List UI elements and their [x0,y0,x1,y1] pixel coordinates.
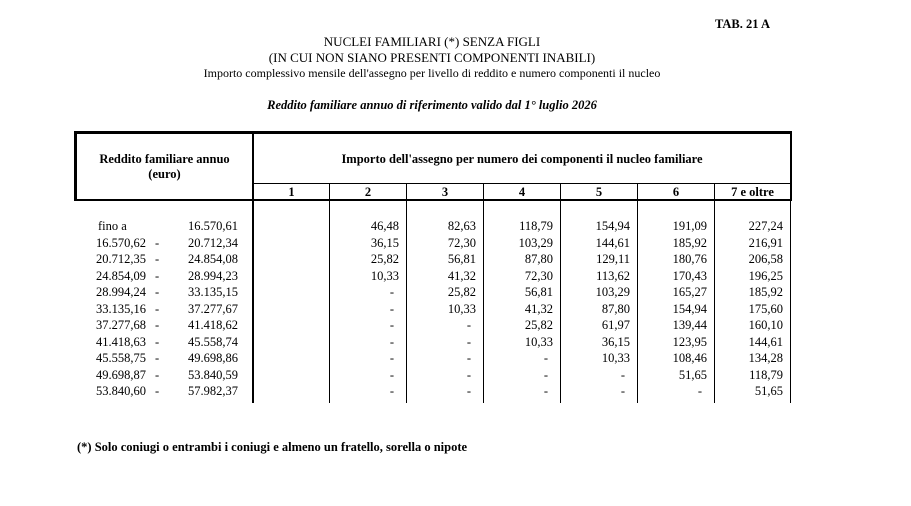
amount-cell-2: - [389,334,394,349]
column-header-7: 7 e oltre [731,185,774,199]
amount-cell-3: 56,81 [447,252,476,266]
income-to: 24.854,08 [188,252,238,266]
income-to: 37.277,67 [188,301,238,316]
amount-cell-3: 25,82 [447,285,476,299]
income-from: 49.698,87 [96,367,146,382]
table-row [0,351,911,367]
amount-cell-5: - [620,384,625,398]
income-range-separator: - [155,367,160,382]
amount-cell-6: 191,09 [672,219,707,233]
column-header-5: 5 [595,185,603,199]
amount-cell-3: - [466,351,471,365]
amount-cell-2: 36,15 [370,235,399,250]
amount-cell-7: 185,92 [748,285,783,299]
amount-cell-2: - [389,367,394,382]
income-from: fino a [98,219,127,233]
amount-cell-3: - [466,367,471,382]
page-title: NUCLEI FAMILIARI (*) SENZA FIGLI [323,34,541,49]
income-range-separator: - [155,318,160,332]
income-from: 16.570,62 [96,235,146,250]
amount-cell-5: 87,80 [601,301,630,316]
amount-cell-7: 216,91 [748,235,783,250]
table-row [0,269,911,285]
amount-cell-6: 170,43 [672,268,707,283]
amount-cell-7: 134,28 [748,351,783,365]
page-subtitle: (IN CUI NON SIANO PRESENTI COMPONENTI INABILI) [268,50,596,65]
amount-cell-7: 144,61 [748,334,783,349]
income-range-separator: - [155,268,160,283]
amount-cell-4: - [543,384,548,398]
amount-cell-2: - [389,351,394,365]
amount-cell-3: 82,63 [447,219,476,233]
amount-cell-6: 108,46 [672,351,707,365]
table-row [0,285,911,301]
amount-cell-6: 165,27 [672,285,707,299]
income-to: 16.570,61 [188,219,238,233]
amount-cell-2: - [389,384,394,398]
amount-cell-2: - [389,318,394,332]
income-header-label: Reddito familiare annuo [99,152,230,166]
amount-cell-2: 25,82 [370,252,399,266]
amount-cell-5: 61,97 [601,318,630,332]
amount-cell-6: 139,44 [672,318,707,332]
table-row [0,368,911,384]
income-range-separator: - [155,301,160,316]
amount-cell-7: 160,10 [748,318,783,332]
column-header-2: 2 [364,185,372,199]
table-row [0,252,911,268]
income-range-separator: - [155,235,160,250]
table-description: Importo complessivo mensile dell'assegno per livello di reddito e numero componenti il nucleo [203,66,661,80]
amount-cell-7: 196,25 [748,268,783,283]
income-range-separator: - [155,334,160,349]
amount-cell-7: 206,58 [748,252,783,266]
table-row [0,219,911,235]
income-range-separator: - [155,252,160,266]
amount-cell-5: 144,61 [595,235,630,250]
amount-cell-5: 113,62 [596,268,630,283]
amount-cell-4: - [543,351,548,365]
footnote: (*) Solo coniugi o entrambi i coniugi e almeno un fratello, sorella o nipote [77,440,468,454]
column-header-6: 6 [672,185,680,199]
income-column-header [77,152,252,182]
amount-cell-3: 41,32 [447,268,476,283]
table-row [0,335,911,351]
amount-cell-4: 25,82 [524,318,553,332]
amount-cell-7: 227,24 [748,219,783,233]
amount-cell-5: 36,15 [601,334,630,349]
amount-cell-2: 10,33 [370,268,399,283]
table-row [0,318,911,334]
amount-cell-6: - [697,384,702,398]
amount-cell-4: 41,32 [524,301,553,316]
amount-cell-3: - [466,334,471,349]
amount-cell-6: 180,76 [672,252,707,266]
amount-cell-3: 72,30 [447,235,476,250]
amount-cell-4: - [543,367,548,382]
column-header-3: 3 [441,185,449,199]
income-to: 41.418,62 [188,318,238,332]
table-row [0,384,911,400]
amount-cell-4: 103,29 [518,235,553,250]
income-to: 45.558,74 [188,334,238,349]
amount-cell-5: - [620,367,625,382]
amount-cell-4: 56,81 [524,285,553,299]
amount-cell-6: 123,95 [672,334,707,349]
amount-cell-2: - [389,285,394,299]
amount-cell-5: 154,94 [595,219,630,233]
amount-cell-7: 118,79 [749,367,783,382]
amount-cell-2: - [389,301,394,316]
amount-cell-5: 129,11 [596,252,630,266]
income-header-unit: (euro) [148,167,181,181]
income-from: 45.558,75 [96,351,146,365]
amount-cell-4: 72,30 [524,268,553,283]
column-header-1: 1 [288,185,295,199]
amount-cell-4: 87,80 [524,252,553,266]
income-from: 33.135,16 [96,301,146,316]
income-range-separator: - [155,285,160,299]
table-row [0,236,911,252]
income-to: 33.135,15 [188,285,238,299]
table-reference: TAB. 21 A [715,17,770,31]
reference-period: Reddito familiare annuo di riferimento valido dal 1° luglio 2026 [267,98,597,112]
amount-cell-3: 10,33 [447,301,476,316]
income-from: 24.854,09 [96,268,146,283]
amount-cell-6: 185,92 [672,235,707,250]
amount-cell-5: 103,29 [595,285,630,299]
income-range-separator: - [155,384,160,398]
amount-cell-7: 51,65 [754,384,783,398]
income-from: 53.840,60 [96,384,146,398]
income-from: 37.277,68 [96,318,146,332]
amount-cell-6: 154,94 [672,301,707,316]
income-range-separator: - [155,351,160,365]
amount-cell-5: 10,33 [601,351,630,365]
income-to: 53.840,59 [188,367,238,382]
amount-cell-2: 46,48 [370,219,399,233]
amount-column-header: Importo dell'assegno per numero dei componenti il nucleo familiare [341,152,703,166]
amount-cell-6: 51,65 [678,367,707,382]
amount-cell-3: - [466,384,471,398]
income-to: 49.698,86 [188,351,238,365]
amount-cell-7: 175,60 [748,301,783,316]
table-row [0,302,911,318]
amount-cell-3: - [466,318,471,332]
income-to: 20.712,34 [188,235,238,250]
income-from: 41.418,63 [96,334,146,349]
column-header-4: 4 [518,185,526,199]
income-from: 28.994,24 [96,285,146,299]
income-to: 28.994,23 [188,268,238,283]
amount-cell-4: 118,79 [519,219,553,233]
income-from: 20.712,35 [96,252,146,266]
amount-cell-4: 10,33 [524,334,553,349]
income-to: 57.982,37 [188,384,238,398]
